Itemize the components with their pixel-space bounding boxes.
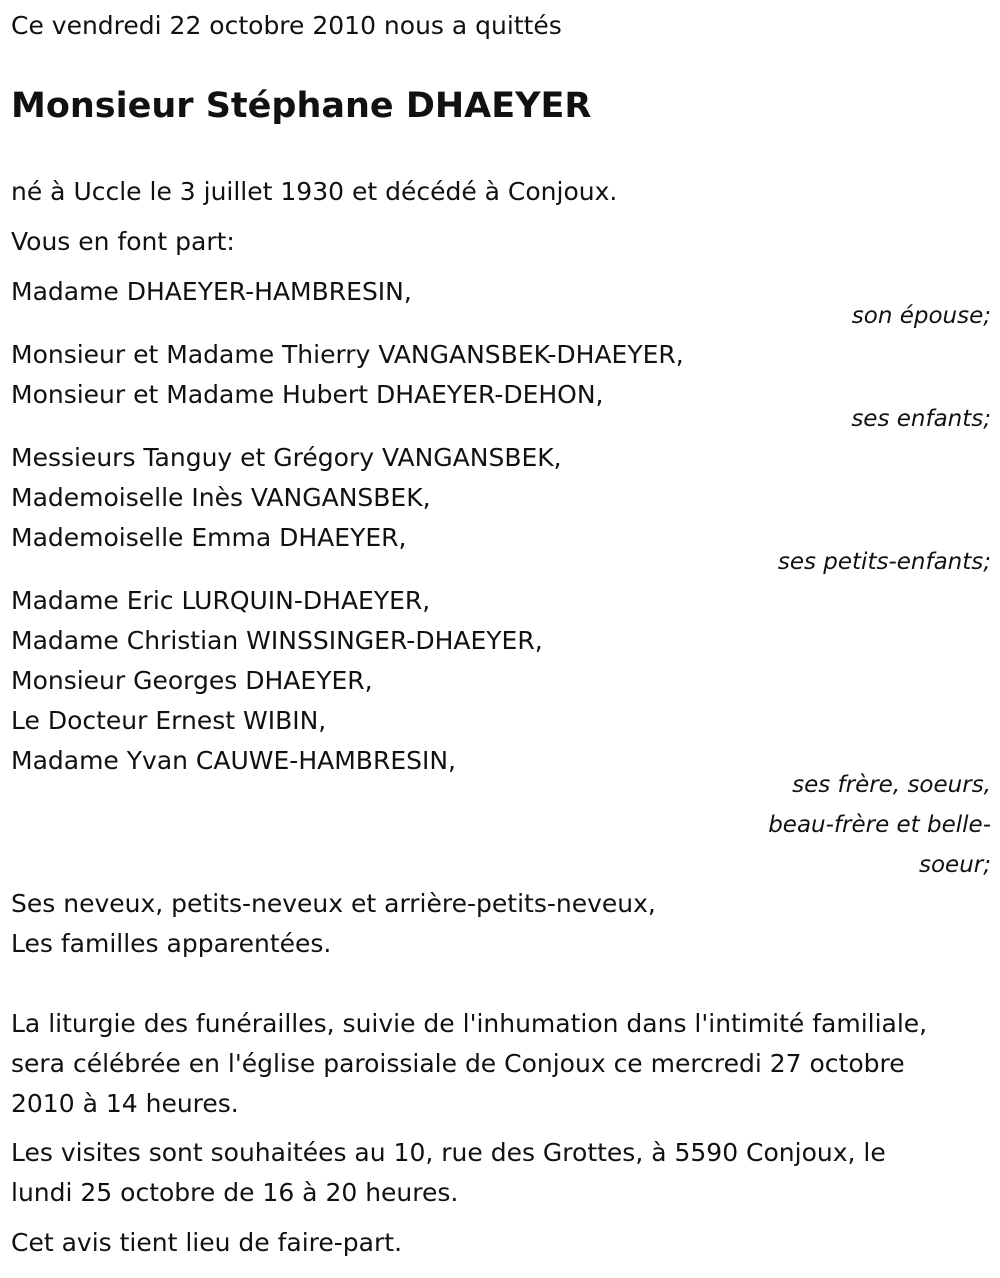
visits-line: Les visites sont souhaitées au 10, rue des Grottes, à 5590 Conjoux, le bbox=[11, 1138, 886, 1167]
birth-death-line: né à Uccle le 3 juillet 1930 et décédé à Conjoux. bbox=[11, 177, 618, 206]
children-relation: ses enfants; bbox=[851, 406, 991, 432]
other-relatives-line: Ses neveux, petits-neveux et arrière-petits-neveux, bbox=[11, 889, 656, 918]
grandchild-member: Mademoiselle Inès VANGANSBEK, bbox=[11, 483, 431, 512]
sibling-member: Madame Christian WINSSINGER-DHAEYER, bbox=[11, 626, 543, 655]
other-relatives-line: Les familles apparentées. bbox=[11, 929, 332, 958]
liturgy-line: 2010 à 14 heures. bbox=[11, 1089, 239, 1118]
intro-line: Ce vendredi 22 octobre 2010 nous a quittés bbox=[11, 11, 562, 40]
liturgy-line: sera célébrée en l'église paroissiale de Conjoux ce mercredi 27 octobre bbox=[11, 1049, 905, 1078]
sibling-member: Monsieur Georges DHAEYER, bbox=[11, 666, 373, 695]
spouse-member: Madame DHAEYER-HAMBRESIN, bbox=[11, 277, 412, 306]
sibling-member: Le Docteur Ernest WIBIN, bbox=[11, 706, 327, 735]
siblings-relation-line: soeur; bbox=[919, 852, 991, 878]
visits-line: lundi 25 octobre de 16 à 20 heures. bbox=[11, 1178, 459, 1207]
closing-line: Cet avis tient lieu de faire-part. bbox=[11, 1228, 403, 1257]
announcers-heading: Vous en font part: bbox=[11, 227, 235, 256]
sibling-member: Madame Eric LURQUIN-DHAEYER, bbox=[11, 586, 431, 615]
spouse-relation: son épouse; bbox=[851, 303, 991, 329]
grandchild-member: Messieurs Tanguy et Grégory VANGANSBEK, bbox=[11, 443, 562, 472]
grandchildren-relation: ses petits-enfants; bbox=[777, 549, 991, 575]
deceased-name: Monsieur Stéphane DHAEYER bbox=[11, 86, 592, 126]
sibling-member: Madame Yvan CAUWE-HAMBRESIN, bbox=[11, 746, 457, 775]
liturgy-line: La liturgie des funérailles, suivie de l'inhumation dans l'intimité familiale, bbox=[11, 1009, 928, 1038]
child-member: Monsieur et Madame Thierry VANGANSBEK-DHAEYER, bbox=[11, 340, 684, 369]
child-member: Monsieur et Madame Hubert DHAEYER-DEHON, bbox=[11, 380, 604, 409]
siblings-relation-line: beau-frère et belle- bbox=[768, 812, 991, 838]
grandchild-member: Mademoiselle Emma DHAEYER, bbox=[11, 523, 407, 552]
siblings-relation-line: ses frère, soeurs, bbox=[792, 772, 991, 798]
